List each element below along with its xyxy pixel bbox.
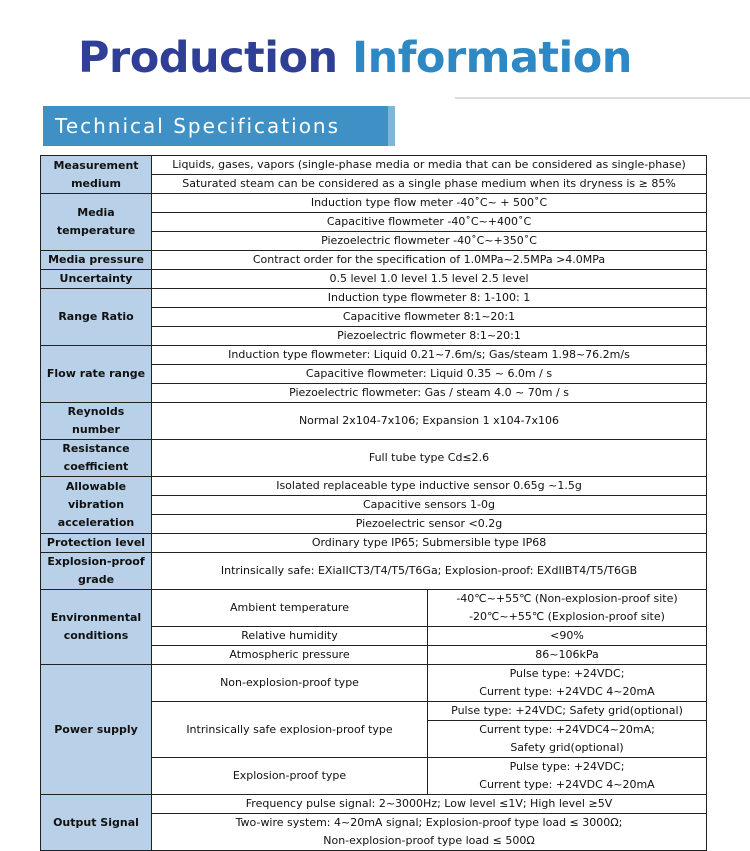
title-word-production: Production <box>78 33 338 83</box>
cell-value: Isolated replaceable type inductive sensor 0.65g ~1.5g <box>152 477 707 496</box>
sub-label: Explosion-proof type <box>152 758 428 795</box>
cell-value: Induction type flowmeter 8: 1-100: 1 <box>152 289 707 308</box>
table-row <box>41 156 707 175</box>
cell-value <box>428 590 707 627</box>
sub-label: Atmospheric pressure <box>152 646 428 665</box>
value-line: Pulse type: +24VDC; Safety grid(optional) <box>428 702 706 721</box>
label-line: Resistance <box>62 442 130 455</box>
value-line: Current type: +24VDC 4~20mA <box>479 778 655 791</box>
row-label-range-ratio: Range Ratio <box>41 289 152 346</box>
cell-value: Ordinary type IP65; Submersible type IP68 <box>152 534 707 553</box>
cell-value: Capacitive flowmeter 8:1~20:1 <box>152 308 707 327</box>
label-line: Allowable <box>65 480 127 493</box>
label-line: medium <box>71 176 121 190</box>
table-row <box>41 477 707 496</box>
cell-value: Contract order for the specification of 1.0MPa~2.5MPa >4.0MPa <box>152 251 707 270</box>
cell-value <box>428 758 707 795</box>
title-word-information: Information <box>352 33 632 83</box>
sub-label: Non-explosion-proof type <box>152 665 428 702</box>
table-row <box>41 590 707 627</box>
label-line: acceleration <box>57 516 135 529</box>
cell-value: Capacitive flowmeter -40˚C~+400˚C <box>152 213 707 232</box>
label-line: grade <box>77 573 115 586</box>
label-line: Environmental <box>50 611 142 624</box>
table-row <box>41 534 707 553</box>
value-line: Safety grid(optional) <box>510 741 624 754</box>
cell-value: Liquids, gases, vapors (single-phase media or media that can be considered as single-phase) <box>152 156 707 175</box>
cell-value: Piezoelectric flowmeter: Gas / steam 4.0 ~ 70m / s <box>152 384 707 403</box>
table-row <box>41 795 707 814</box>
label-line: coefficient <box>63 460 129 473</box>
table-row <box>41 403 707 440</box>
table-row <box>41 251 707 270</box>
row-label-media-temperature <box>41 194 152 251</box>
row-label-allowable-vibration <box>41 477 152 534</box>
row-label-environmental-conditions <box>41 590 152 665</box>
table-row <box>41 665 707 702</box>
value-line: Current type: +24VDC 4~20mA <box>479 685 655 698</box>
value-line: Two-wire system: 4~20mA signal; Explosion-proof type load ≤ 3000Ω; <box>235 816 623 829</box>
value-line: Pulse type: +24VDC; <box>509 760 625 773</box>
cell-value <box>428 702 707 758</box>
cell-value: Intrinsically safe: EXiaIICT3/T4/T5/T6Ga; Explosion-proof: EXdIIBT4/T5/T6GB <box>152 553 707 590</box>
row-label-power-supply: Power supply <box>41 665 152 795</box>
value-line: Non-explosion-proof type load ≤ 500Ω <box>323 834 535 847</box>
cell-value <box>152 814 707 851</box>
table-row <box>41 346 707 365</box>
cell-value: Full tube type Cd≤2.6 <box>152 440 707 477</box>
cell-value: <90% <box>428 627 707 646</box>
table-row <box>41 270 707 289</box>
label-line: Media <box>77 206 115 219</box>
table-row <box>41 289 707 308</box>
page-title <box>78 28 632 88</box>
spec-table <box>40 155 707 851</box>
cell-value: Piezoelectric sensor <0.2g <box>152 515 707 534</box>
section-banner <box>43 106 395 146</box>
row-label-uncertainty: Uncertainty <box>41 270 152 289</box>
row-label-resistance-coefficient <box>41 440 152 477</box>
section-title: Technical Specifications <box>43 106 388 146</box>
cell-value: Normal 2x104-7x106; Expansion 1 x104-7x106 <box>152 403 707 440</box>
label-line: conditions <box>63 629 129 642</box>
cell-value: Capacitive sensors 1-0g <box>152 496 707 515</box>
row-label-output-signal: Output Signal <box>41 795 152 851</box>
value-line: -40℃~+55℃ (Non-explosion-proof site) <box>456 592 678 605</box>
label-line: Explosion-proof <box>47 555 145 568</box>
label-line: vibration <box>67 498 125 511</box>
cell-value: Saturated steam can be considered as a single phase medium when its dryness is ≥ 85% <box>152 175 707 194</box>
table-row <box>41 440 707 477</box>
cell-value: Frequency pulse signal: 2~3000Hz; Low level ≤1V; High level ≥5V <box>152 795 707 814</box>
cell-value: Piezoelectric flowmeter 8:1~20:1 <box>152 327 707 346</box>
value-line: -20℃~+55℃ (Explosion-proof site) <box>469 610 665 623</box>
row-label-measurement-medium <box>41 156 152 194</box>
value-line: Current type: +24VDC4~20mA; <box>479 723 655 736</box>
cell-value: Induction type flowmeter: Liquid 0.21~7.6m/s; Gas/steam 1.98~76.2m/s <box>152 346 707 365</box>
cell-value <box>428 665 707 702</box>
row-label-explosion-proof-grade <box>41 553 152 590</box>
cell-value: Capacitive flowmeter: Liquid 0.35 ~ 6.0m / s <box>152 365 707 384</box>
cell-value: Induction type flow meter -40˚C~ + 500˚C <box>152 194 707 213</box>
row-label-media-pressure: Media pressure <box>41 251 152 270</box>
sub-label: Relative humidity <box>152 627 428 646</box>
label-line: temperature <box>56 224 136 237</box>
table-row <box>41 553 707 590</box>
sub-label: Intrinsically safe explosion-proof type <box>152 702 428 758</box>
row-label-flow-rate-range: Flow rate range <box>41 346 152 403</box>
value-line: Pulse type: +24VDC; <box>509 667 625 680</box>
table-row <box>41 194 707 213</box>
row-label-protection-level: Protection level <box>41 534 152 553</box>
title-divider <box>455 97 750 99</box>
cell-value: 86~106kPa <box>428 646 707 665</box>
label-line: Measurement <box>53 158 139 172</box>
sub-label: Ambient temperature <box>152 590 428 627</box>
cell-value: Piezoelectric flowmeter -40˚C~+350˚C <box>152 232 707 251</box>
cell-value: 0.5 level 1.0 level 1.5 level 2.5 level <box>152 270 707 289</box>
row-label-reynolds-number: Reynolds number <box>41 403 152 440</box>
